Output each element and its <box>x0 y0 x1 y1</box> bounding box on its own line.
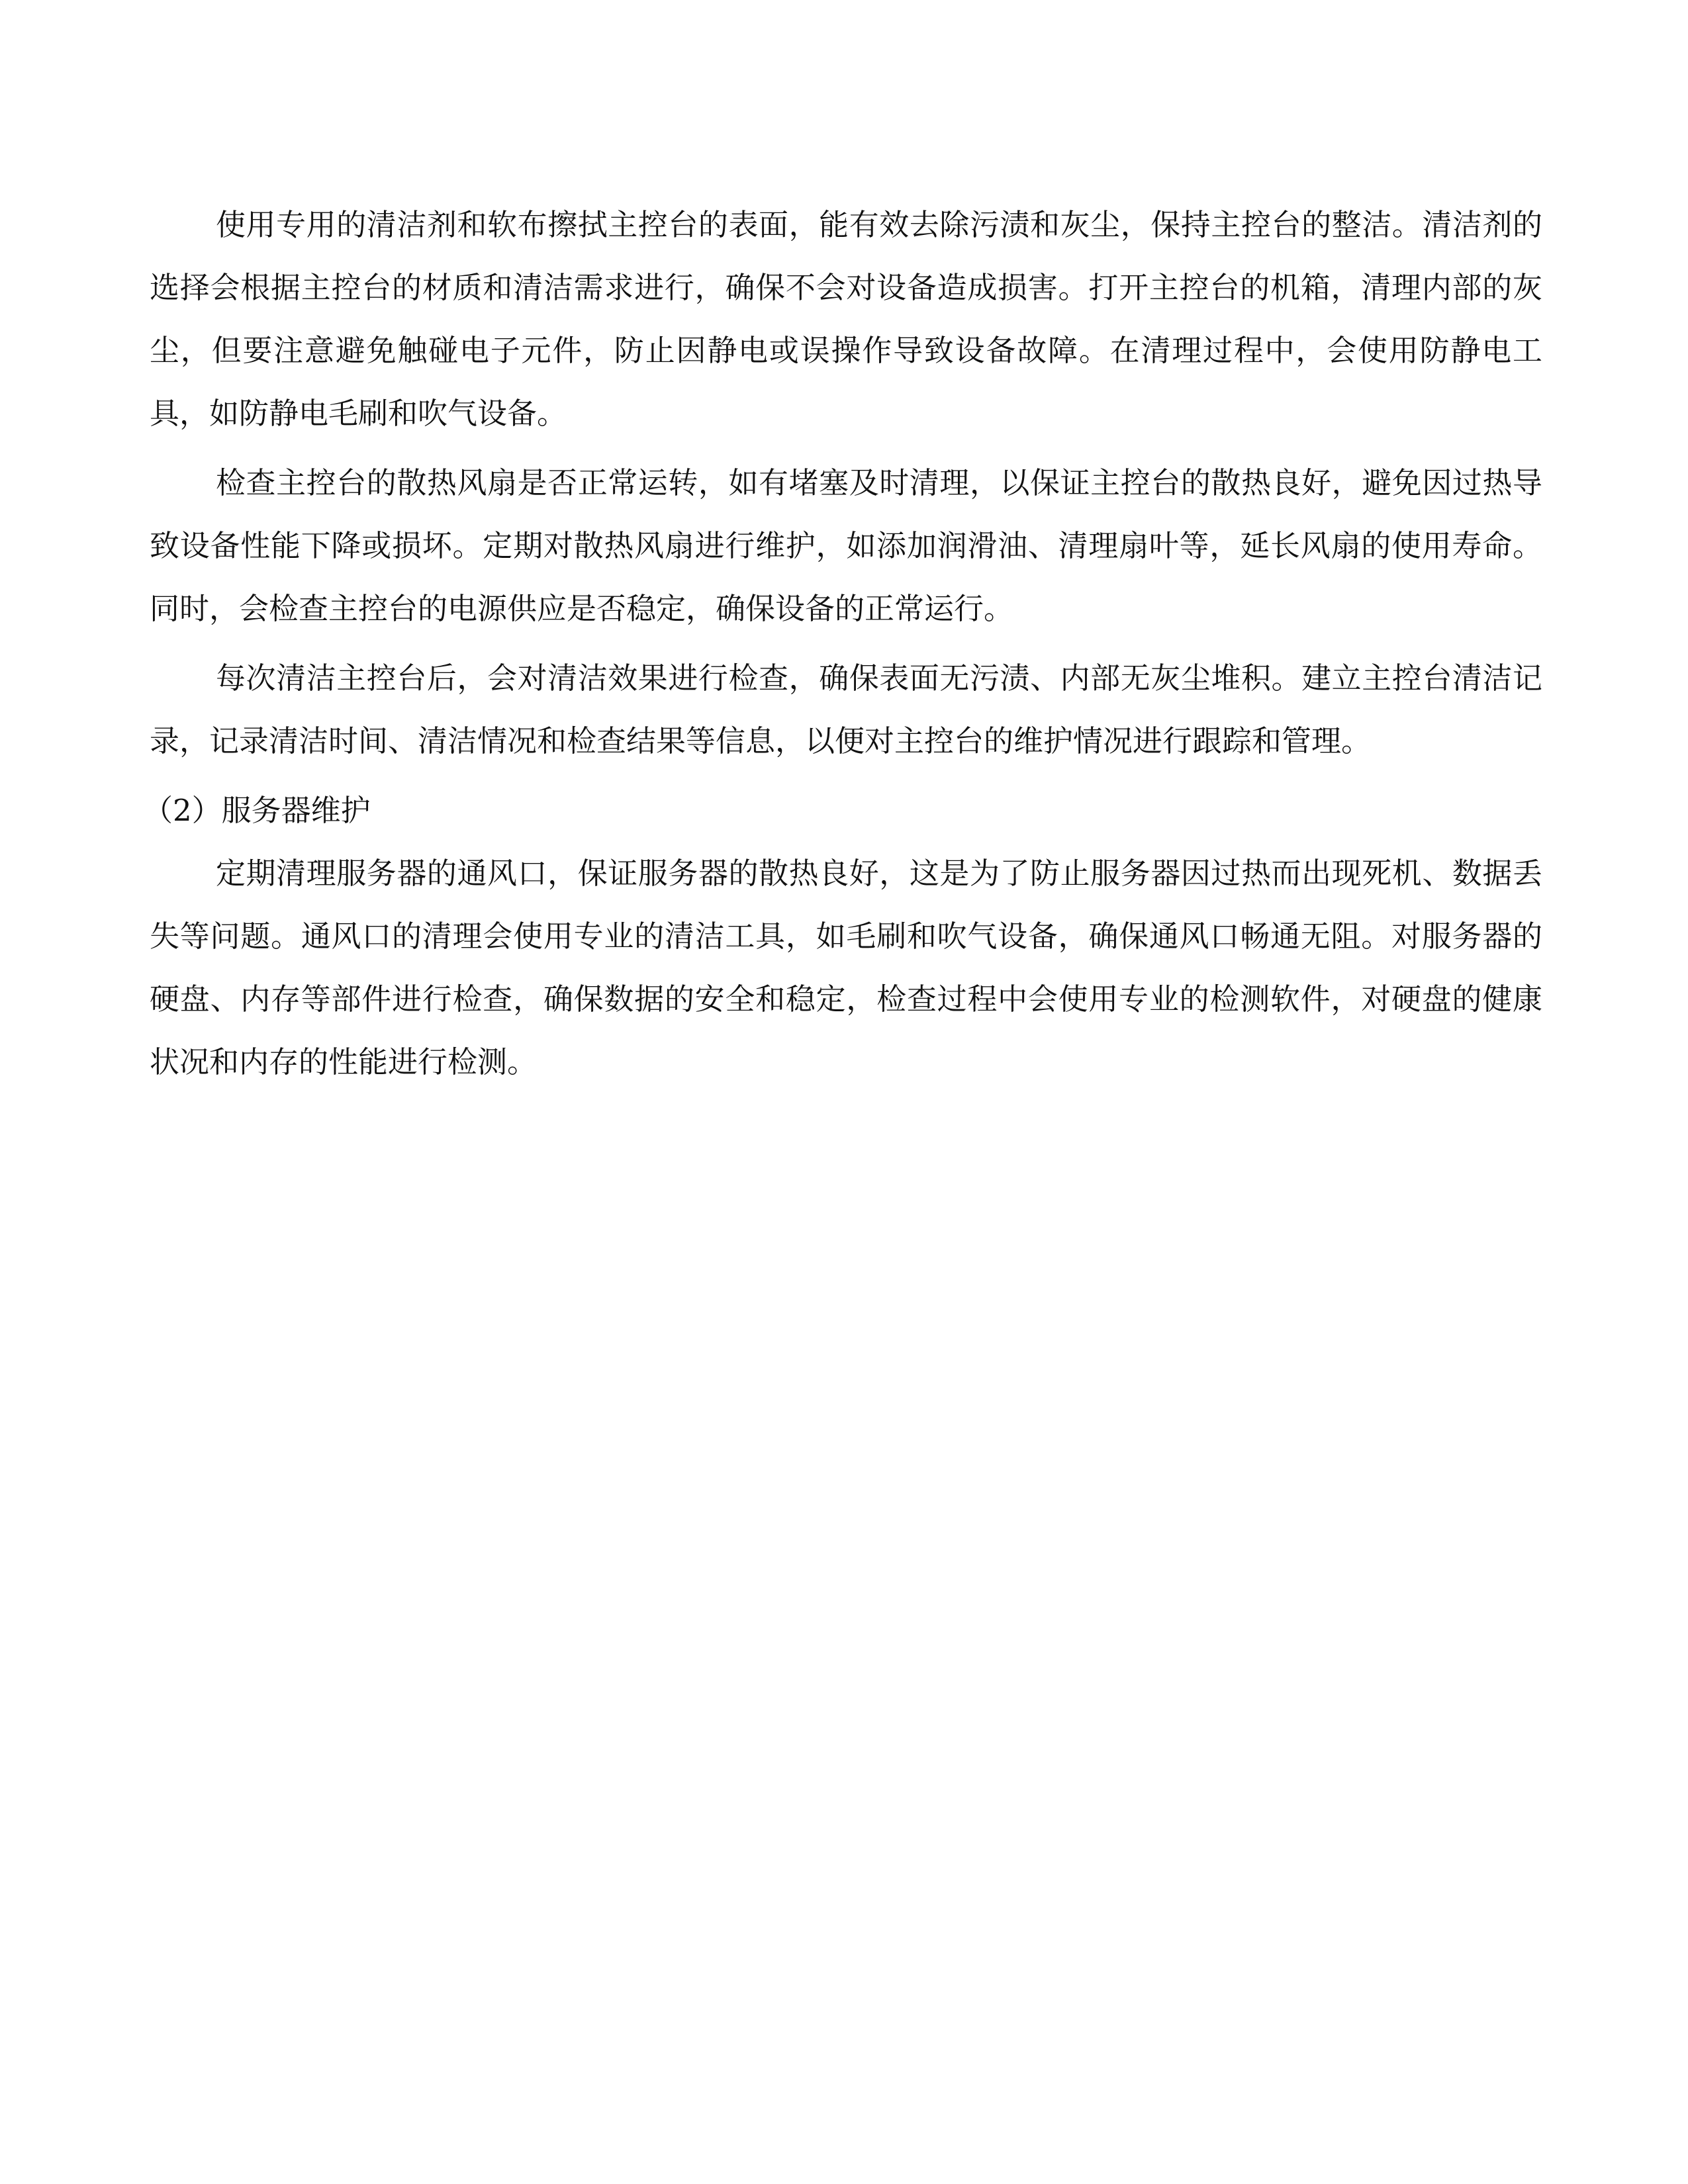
paragraph-server-vents: 定期清理服务器的通风口，保证服务器的散热良好，这是为了防止服务器因过热而出现死机、数据丢失等问题。通风口的清理会使用专业的清洁工具，如毛刷和吹气设备，确保通风口畅通无阻。对服务器的硬盘、内存等部件进行检查，确保数据的安全和稳定，检查过程中会使用专业的检测软件，对硬盘的健康状况和内存的性能进行检测。 <box>150 856 1542 1079</box>
document-body <box>143 193 1542 1100</box>
paragraph-console-cleaning: 使用专用的清洁剂和软布擦拭主控台的表面，能有效去除污渍和灰尘，保持主控台的整洁。清洁剂的选择会根据主控台的材质和清洁需求进行，确保不会对设备造成损害。打开主控台的机箱，清理内部的灰尘，但要注意避免触碰电子元件，防止因静电或误操作导致设备故障。在清理过程中，会使用防静电工具，如防静电毛刷和吹气设备。 <box>150 207 1542 431</box>
section-heading-server-maintenance: （2）服务器维护 <box>143 793 371 828</box>
paragraph-cleaning-record: 每次清洁主控台后，会对清洁效果进行检查，确保表面无污渍、内部无灰尘堆积。建立主控台清洁记录，记录清洁时间、清洁情况和检查结果等信息，以便对主控台的维护情况进行跟踪和管理。 <box>150 660 1542 758</box>
paragraph-fan-check: 检查主控台的散热风扇是否正常运转，如有堵塞及时清理，以保证主控台的散热良好，避免因过热导致设备性能下降或损坏。定期对散热风扇进行维护，如添加润滑油、清理扇叶等，延长风扇的使用寿命。同时，会检查主控台的电源供应是否稳定，确保设备的正常运行。 <box>150 465 1542 626</box>
